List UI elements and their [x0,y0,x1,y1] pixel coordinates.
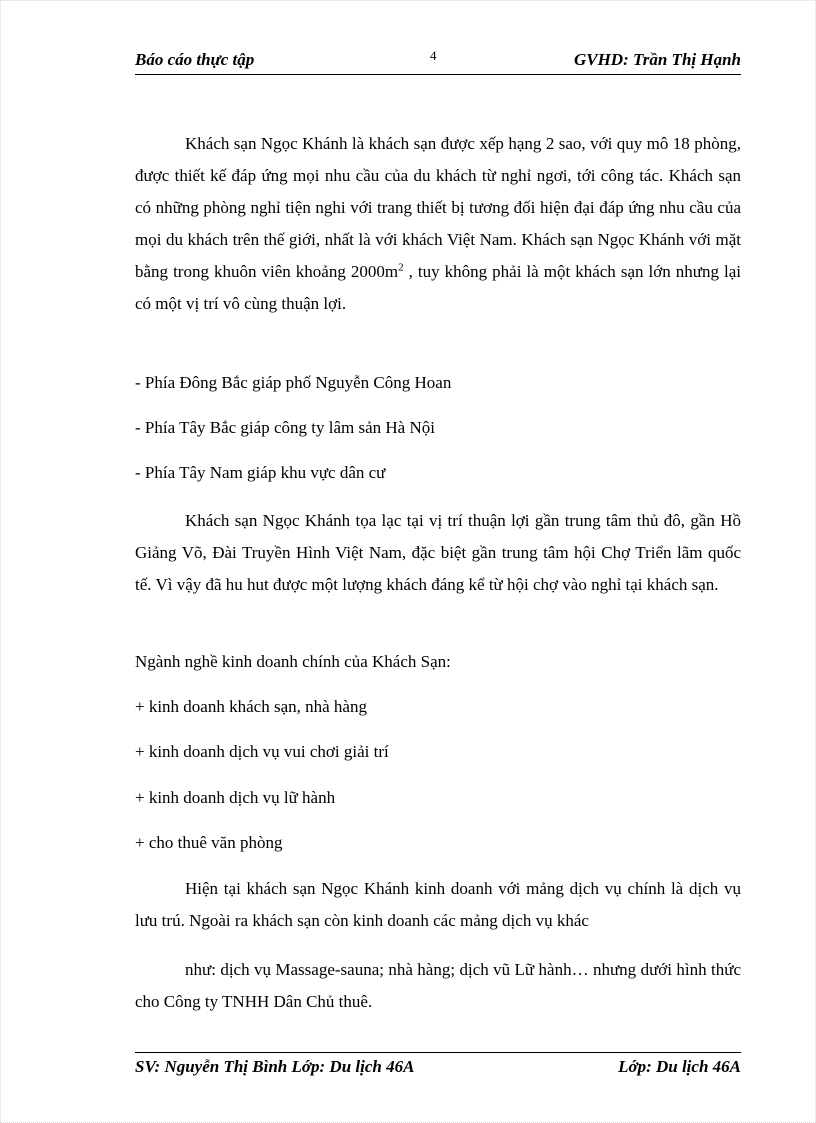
location-paragraph [135,505,741,601]
area-superscript: 2 [398,261,404,274]
page-header [135,48,741,75]
services-text: như: dịch vụ Massage-sauna; nhà hàng; dịch vũ Lữ hành… nhưng dưới hình thức cho Công ty TNHH Dân Chủ thuê. [135,960,741,1011]
border-northeast: - Phía Đông Bắc giáp phố Nguyễn Công Hoan [135,373,452,392]
current-business-text: Hiện tại khách sạn Ngọc Khánh kinh doanh với mảng dịch vụ chính là dịch vụ lưu trú. Ngoài ra khách sạn còn kinh doanh các mảng dịch vụ khác [135,879,741,930]
business-item: + kinh doanh khách sạn, nhà hàng [135,697,367,716]
business-heading: Ngành nghề kinh doanh chính của Khách Sạn: [135,652,451,671]
border-southwest: - Phía Tây Nam giáp khu vực dân cư [135,463,386,482]
location-text: Khách sạn Ngọc Khánh tọa lạc tại vị trí thuận lợi gần trung tâm thủ đô, gần Hồ Giảng Võ, Đài Truyền Hình Việt Nam, đặc biệt gần trung tâm hội Chợ Triển lãm quốc tế. Vì vậy đã hu hut được một lượng khách đáng kể từ hội chợ vào nghỉ tại khách sạn. [135,511,741,594]
header-supervisor: GVHD: Trần Thị Hạnh [573,50,741,69]
header-report-title: Báo cáo thực tập [135,50,255,69]
border-northwest: - Phía Tây Bắc giáp công ty lâm sản Hà Nội [135,418,435,437]
business-item: + kinh doanh dịch vụ lữ hành [135,788,336,807]
page-number: 4 [430,48,437,63]
footer-student: SV: Nguyễn Thị Bình Lớp: Du lịch 46A [135,1057,415,1076]
footer-class: Lớp: Du lịch 46A [618,1057,741,1076]
intro-text-part1: Khách sạn Ngọc Khánh là khách sạn được xếp hạng 2 sao, với quy mô 18 phòng, được thiết kế đáp ứng mọi nhu cầu của du khách từ nghỉ ngơi, tới công tác. Khách sạn có những phòng nghỉ tiện nghi với trang thiết bị tương đối hiện đại đáp ứng nhu cầu của mọi du khách trên thế giới, nhất là với khách Việt Nam. Khách sạn Ngọc Khánh với mặt bằng trong khuôn viên khoảng 2000m [135,134,741,281]
intro-text-part2: , tuy không phải là một khách sạn lớn nhưng lại có một vị trí vô cùng thuận lợi. [135,262,741,313]
page-footer [135,1052,741,1079]
business-item: + cho thuê văn phòng [135,833,283,852]
current-business-paragraph [135,873,741,937]
intro-paragraph [135,128,741,320]
services-paragraph [135,954,741,1018]
business-item: + kinh doanh dịch vụ vui chơi giải trí [135,742,389,761]
